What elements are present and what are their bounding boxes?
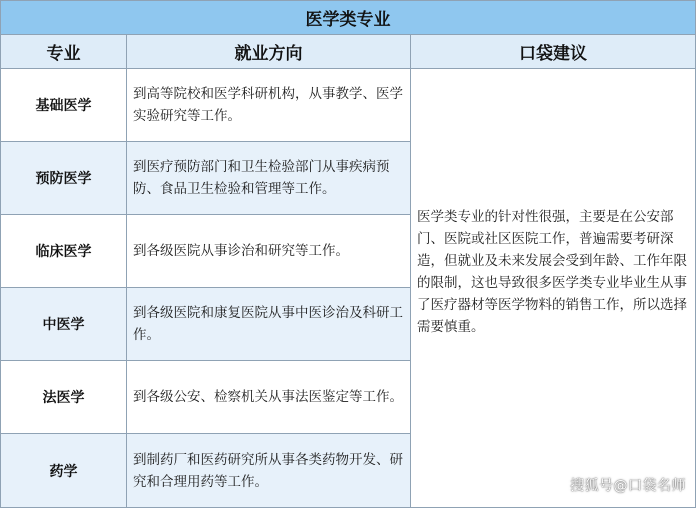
major-direction: 到高等院校和医学科研机构，从事教学、医学实验研究等工作。 xyxy=(127,69,411,142)
header-direction: 就业方向 xyxy=(127,35,411,69)
header-row xyxy=(1,35,696,69)
major-direction: 到各级医院和康复医院从事中医诊治及科研工作。 xyxy=(127,288,411,361)
major-name: 法医学 xyxy=(1,361,127,434)
major-name: 预防医学 xyxy=(1,142,127,215)
major-name: 基础医学 xyxy=(1,69,127,142)
major-name: 中医学 xyxy=(1,288,127,361)
table-row xyxy=(1,69,696,142)
header-major: 专业 xyxy=(1,35,127,69)
major-direction: 到制药厂和医药研究所从事各类药物开发、研究和合理用药等工作。 xyxy=(127,434,411,508)
major-direction: 到医疗预防部门和卫生检验部门从事疾病预防、食品卫生检验和管理等工作。 xyxy=(127,142,411,215)
header-advice: 口袋建议 xyxy=(411,35,696,69)
major-name: 临床医学 xyxy=(1,215,127,288)
table-title: 医学类专业 xyxy=(1,1,696,35)
watermark: 搜狐号@口袋名师 xyxy=(570,478,686,494)
major-direction: 到各级公安、检察机关从事法医鉴定等工作。 xyxy=(127,361,411,434)
advice-text: 医学类专业的针对性很强，主要是在公安部门、医院或社区医院工作，普遍需要考研深造，但就业及未来发展会受到年龄、工作年限的限制，这也导致很多医学类专业毕业生从事了医疗器材等医学物料的销售工作，所以选择需要慎重。 xyxy=(411,69,696,508)
major-name: 药学 xyxy=(1,434,127,508)
title-row xyxy=(1,1,696,35)
major-direction: 到各级医院从事诊治和研究等工作。 xyxy=(127,215,411,288)
